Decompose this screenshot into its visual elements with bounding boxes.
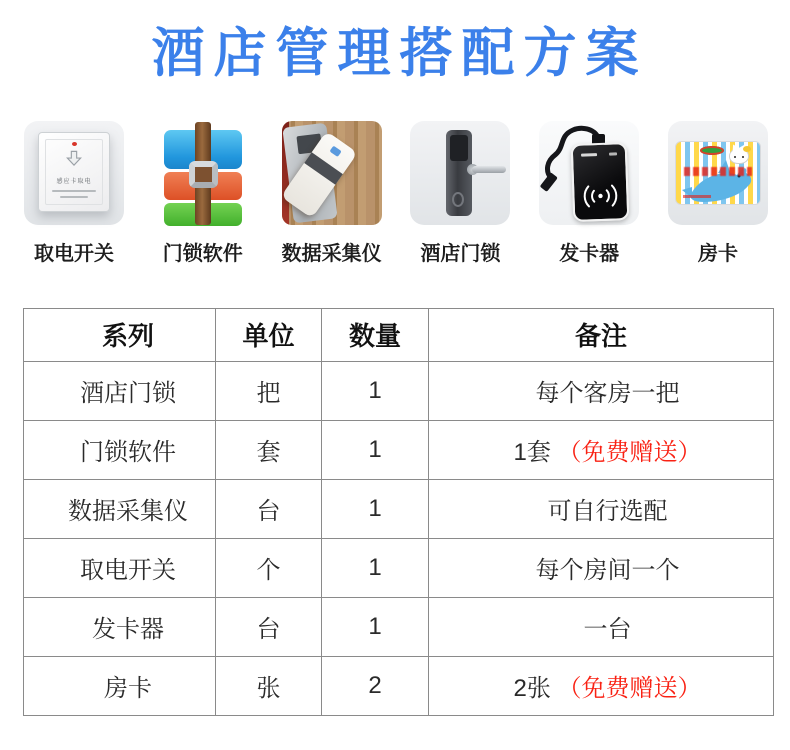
cell-unit: 个 [216,538,322,597]
product-item-card-encoder [537,121,641,266]
cell-unit: 台 [216,597,322,656]
header-series: 系列 [24,308,216,361]
header-note: 备注 [429,308,774,361]
cell-note: 一台 [429,597,774,656]
cell-series: 酒店门锁 [24,361,216,420]
product-label: 门锁软件 [162,242,243,265]
product-item-hotel-lock [408,121,512,266]
product-label: 数据采集仪 [281,242,382,265]
cell-series: 房卡 [24,656,216,715]
table-row [24,479,774,538]
free-gift-note: （免费赠送） [557,675,702,703]
table-row [24,597,774,656]
cell-qty: 1 [322,479,429,538]
table-header-row [24,308,774,361]
cell-note: 2张 （免费赠送） [429,656,774,715]
spec-table [23,308,774,716]
page-title: 酒店管理搭配方案 [151,24,648,83]
product-item-room-card [666,121,770,266]
encoder-device [571,142,630,222]
archive-books-icon [153,121,253,225]
product-label: 发卡器 [559,242,620,265]
cell-qty: 1 [322,420,429,479]
cell-series: 数据采集仪 [24,479,216,538]
product-label: 房卡 [697,242,738,265]
cell-qty: 2 [322,656,429,715]
cell-note: 每个客房一把 [429,361,774,420]
cell-unit: 套 [216,420,322,479]
card-red-text [684,167,752,176]
power-switch-icon [24,121,124,225]
product-item-lock-software [151,121,255,266]
table-row [24,538,774,597]
cell-series: 取电开关 [24,538,216,597]
header-qty: 数量 [322,308,429,361]
table-row [24,656,774,715]
data-collector-photo [282,121,382,225]
hotel-lock-icon [410,121,510,225]
cell-series: 门锁软件 [24,420,216,479]
switch-plate-text: 感应卡取电 [56,178,92,185]
striped-key-card [675,141,761,205]
cell-note: 每个房间一个 [429,538,774,597]
cell-qty: 1 [322,361,429,420]
cell-unit: 把 [216,361,322,420]
down-arrow-icon [65,149,84,168]
header-unit: 单位 [216,308,322,361]
product-label: 酒店门锁 [420,242,501,265]
table-row [24,361,774,420]
room-card-icon [668,121,768,225]
cell-series: 发卡器 [24,597,216,656]
door-handle [472,166,506,173]
card-encoder-icon [539,121,639,225]
cell-note: 1套 （免费赠送） [429,420,774,479]
free-gift-note: （免费赠送） [557,439,702,467]
switch-plate [38,132,110,212]
cell-qty: 1 [322,597,429,656]
cell-note: 可自行选配 [429,479,774,538]
contactless-icon [580,181,621,210]
product-label: 取电开关 [34,242,114,265]
indicator-dot [72,142,77,146]
product-item-power-switch [22,121,126,266]
cell-qty: 1 [322,538,429,597]
product-item-data-collector [280,121,384,266]
cell-unit: 张 [216,656,322,715]
table-row [24,420,774,479]
product-row [0,121,790,266]
buckle-icon [189,161,218,188]
cell-unit: 台 [216,479,322,538]
